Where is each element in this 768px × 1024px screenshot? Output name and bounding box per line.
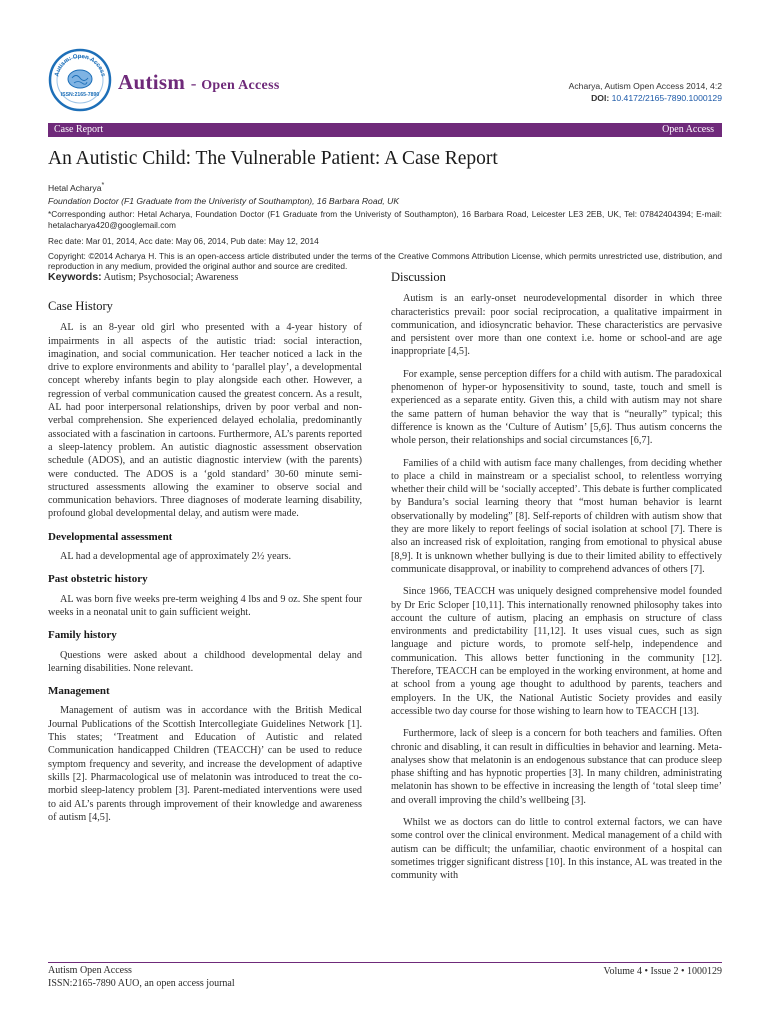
author-affiliation: Foundation Doctor (F1 Graduate from the Univeristy of Southampton), 16 Barbara Road, UK xyxy=(48,196,400,206)
article-dates: Rec date: Mar 01, 2014, Acc date: May 06, 2014, Pub date: May 12, 2014 xyxy=(48,236,319,246)
author-name: Hetal Acharya xyxy=(48,182,102,193)
footer-journal-name: Autism Open Access xyxy=(48,965,132,976)
management-heading: Management xyxy=(48,685,110,698)
open-access-label: Open Access xyxy=(662,124,714,135)
citation-text: Acharya, Autism Open Access 2014, 4:2 xyxy=(568,81,722,91)
keywords-label: Keywords: xyxy=(48,271,102,283)
journal-logo xyxy=(48,48,112,112)
author-line xyxy=(48,181,104,193)
journal-title: Autism - Open Access xyxy=(118,70,280,94)
journal-name: Autism xyxy=(118,70,186,94)
doi-label: DOI: xyxy=(591,93,610,103)
obstetric-heading: Past obstetric history xyxy=(48,573,148,586)
footer-divider xyxy=(48,962,722,963)
family-paragraph: Questions were asked about a childhood developmental delay and learning disabilities. None relevant. xyxy=(48,649,362,674)
citation-block xyxy=(569,80,722,104)
logo-ring-text: Autism: Open Access xyxy=(54,53,106,78)
keywords-list: Autism; Psychosocial; Awareness xyxy=(103,272,239,283)
keywords-line xyxy=(48,271,238,283)
copyright-notice: Copyright: ©2014 Acharya H. This is an open-access article distributed under the terms of the Creative Commons Attribution License, which permits unrestricted use, distribution, and reproduction in any medium, provided the original author and source are credited. xyxy=(48,251,722,271)
article-title: An Autistic Child: The Vulnerable Patient: A Case Report xyxy=(48,148,498,169)
management-paragraph: Management of autism was in accordance with the British Medical Journal Publications of the Scottish Intercollegiate Guidelines Network [1]. This states; ‘Treatment and Education of Autistic and related Communication handicapped Children (TEACCH)’ can be used to reduce symptom frequency and severity, and increase the development of adaptive skills [2]. Pharmacological use of melatonin was introduced to treat the co-morbid sleep-latency problem [3]. Parent-mediated interventions were used to aid AL’s parents through improvement of their knowledge and awareness of autism [4,5]. xyxy=(48,705,362,823)
developmental-paragraph: AL had a developmental age of approximately 2½ years. xyxy=(60,551,292,563)
doi-link[interactable]: 10.4172/2165-7890.1000129 xyxy=(611,93,722,103)
article-type-label: Case Report xyxy=(54,124,104,135)
corresponding-author: *Corresponding author: Hetal Acharya, Foundation Doctor (F1 Graduate from the Univeristy of Southampton), 16 Barbara Road, Leicester LE3 2EB, UK, Tel: 07842404394; E-mail: hetalacharya420@googlemail.com xyxy=(48,209,722,230)
logo-issn: ISSN:2165-7890 xyxy=(60,92,100,98)
case-history-paragraph: AL is an 8-year old girl who presented with a 4-year history of impairments in all aspects of the autistic triad: social interaction, imagination, and social communication. Her teacher noticed a lack in the drive to explore environments and ability to ‘parallel play’, a developmental concept whereby infants begin to play alongside each other. However, a regression of verbal communication caused the greatest concern. As a result, AL had poor interpersonal relationships, driven by poor verbal and non-verbal comprehension. She experienced delayed echolalia, predominantly associated with a fascination in cartoons. Furthermore, AL’s parents reported a sleep-latency problem. An autistic diagnostic assessment observation schedule (ADOS), and an autistic diagnostic interview (with the parents) were conducted. The ADOS is a ‘gold standard’ 30-60 minute semi-structured assessments allowing the examiner to observe social and communication behaviors. Three diagnoses of moderate learning disability, profound global developmental delay, and autism were made. xyxy=(48,322,362,520)
case-history-heading: Case History xyxy=(48,299,113,313)
discussion-paragraph-1: Autism is an early-onset neurodevelopmental disorder in which three characteristics prevail: poor social reciprocation, a qualitative impairment in communication, and idiosyncratic behavior. These characteristics are pervasive and persistent over more than one context i.e. home or school-and are age inappropriate [4,5]. xyxy=(391,293,722,358)
article-type-banner xyxy=(48,123,722,137)
journal-suffix: Open Access xyxy=(201,78,280,93)
doi-line xyxy=(569,92,722,104)
footer-issn: ISSN:2165-7890 AUO, an open access journal xyxy=(48,978,235,989)
discussion-heading: Discussion xyxy=(391,270,446,284)
developmental-heading: Developmental assessment xyxy=(48,530,173,543)
footer-journal-info xyxy=(48,964,235,990)
discussion-paragraph-5: Furthermore, lack of sleep is a concern for both teachers and families. Often chronic and disabling, it can result in difficulties in behavior and learning. Meta-analyses show that melatonin is an endogenous substance that can produce sleep phase shifting and has hypnotic properties [3]. In many children, administrating melatonin has shown to be effective in increasing the length of ‘total sleep time’ and overall improving the child’s wellbeing [3]. xyxy=(391,728,722,806)
family-heading: Family history xyxy=(48,629,117,642)
discussion-paragraph-2: For example, sense perception differs for a child with autism. The paradoxical phenomenon of hyper-or hyposensitivity to sound, taste, touch and smell is experienced as a separate entity. Given this, a child with autism may not share the same pattern of human behavior the way that is “neurally” typical; this difference is known as the ‘Culture of Autism’ [5,6]. Thus autism concerns the whole person, their relationships and social circumstances [6,7]. xyxy=(391,368,722,447)
author-mark: * xyxy=(101,181,105,189)
discussion-paragraph-4: Since 1966, TEACCH was uniquely designed comprehensive model founded by Dr Eric Scloper [10,11]. This internationally renowned philosophy takes into account the culture of autism, placing an emphasis on structure of class environments and predictability [11,12]. It uses visual cues, such as sign language and picture words, to promote self-help, independence and communication. This allows better functioning in the community [12]. Therefore, TEACCH can be employed in the working environment, at home and at school from a young age thought to adulthood by parents, teachers and employers. In the UK, the National Autistic Society provides and easily accessible two day course for those wishing to learn how to TEACCH [13]. xyxy=(391,586,722,717)
brain-logo-icon xyxy=(48,48,112,112)
obstetric-paragraph: AL was born five weeks pre-term weighing 4 lbs and 9 oz. She spent four weeks in a neonatal unit to gain sufficient weight. xyxy=(48,593,362,618)
discussion-paragraph-3: Families of a child with autism face many challenges, from deciding whether to place a child in mainstream or a specialist school, to relentless worrying whether their child will be ‘socially accepted’. This debate is further complicated by Bandura’s social learning theory that “most human behavior is learnt observationally by modeling” [8]. Self-reports of children with autism show that they are more likely to report feelings of social isolation at school [7]. There is also an increased risk of exploitation, ranging from emotional to physical abuse [8,9]. It is unknown whether bullying is due to their limited ability to effectively communicate disapproval, or inability to comprehend advances of others [7]. xyxy=(391,457,722,575)
right-column xyxy=(391,271,722,891)
left-column xyxy=(48,290,362,833)
footer-volume: Volume 4 • Issue 2 • 1000129 xyxy=(603,966,722,977)
discussion-paragraph-6: Whilst we as doctors can do little to control external factors, we can have some control over the clinical environment. Medical management of a child with autism can be difficult; the unfamiliar, chaotic environment of a hospital can sometimes trigger significant distress [10]. In this instance, AL was treated in the community with xyxy=(391,816,722,882)
